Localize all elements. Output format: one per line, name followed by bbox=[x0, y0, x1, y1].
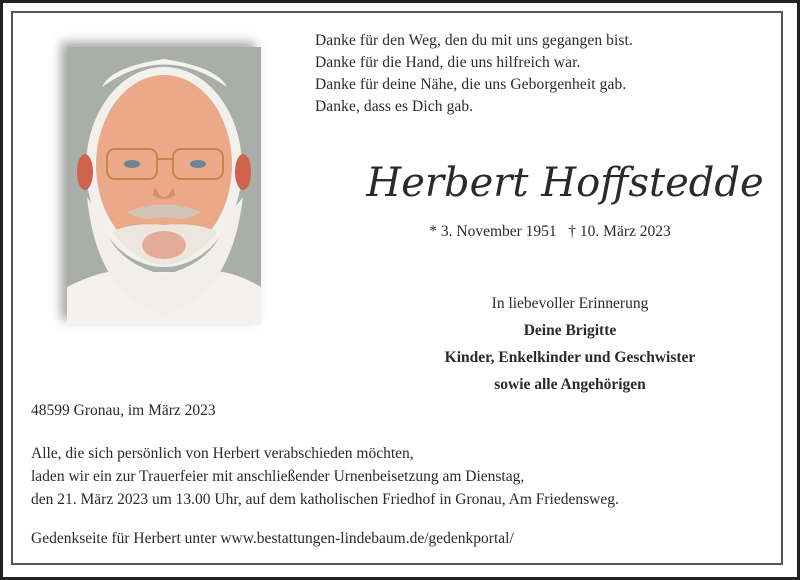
invitation-line: laden wir ein zur Trauerfeier mit anschließender Urnenbeisetzung am Dienstag, bbox=[31, 468, 525, 485]
invitation bbox=[31, 442, 619, 511]
poem bbox=[315, 30, 633, 118]
life-dates bbox=[340, 223, 760, 241]
poem-line: Danke, dass es Dich gab. bbox=[315, 98, 474, 115]
poem-line: Danke für deine Nähe, die uns Geborgenheit gab. bbox=[315, 76, 627, 93]
memorial-page-note: Gedenkseite für Herbert unter www.bestattungen-lindebaum.de/gedenkportal/ bbox=[31, 530, 514, 547]
place-date: 48599 Gronau, im März 2023 bbox=[31, 402, 216, 419]
invitation-line: den 21. März 2023 um 13.00 Uhr, auf dem katholischen Friedhof in Gronau, Am Friedensweg. bbox=[31, 491, 619, 508]
deceased-name bbox=[350, 150, 780, 220]
invitation-line: Alle, die sich persönlich von Herbert verabschieden möchten, bbox=[31, 445, 414, 462]
birth-date: * 3. November 1951 bbox=[429, 223, 557, 240]
poem-line: Danke für den Weg, den du mit uns gegangen bist. bbox=[315, 32, 633, 49]
remembrance-intro: In liebevoller Erinnerung bbox=[491, 295, 649, 312]
mourner-line: Kinder, Enkelkinder und Geschwister bbox=[444, 349, 696, 366]
mourner-line: Deine Brigitte bbox=[523, 322, 617, 339]
portrait-photo bbox=[67, 47, 261, 325]
deceased-name-text: Herbert Hoffstedde bbox=[366, 160, 764, 206]
mourner-line: sowie alle Angehörigen bbox=[494, 376, 646, 393]
death-date: † 10. März 2023 bbox=[568, 223, 671, 240]
poem-line: Danke für die Hand, die uns hilfreich war. bbox=[315, 54, 581, 71]
remembrance-block bbox=[370, 290, 770, 398]
